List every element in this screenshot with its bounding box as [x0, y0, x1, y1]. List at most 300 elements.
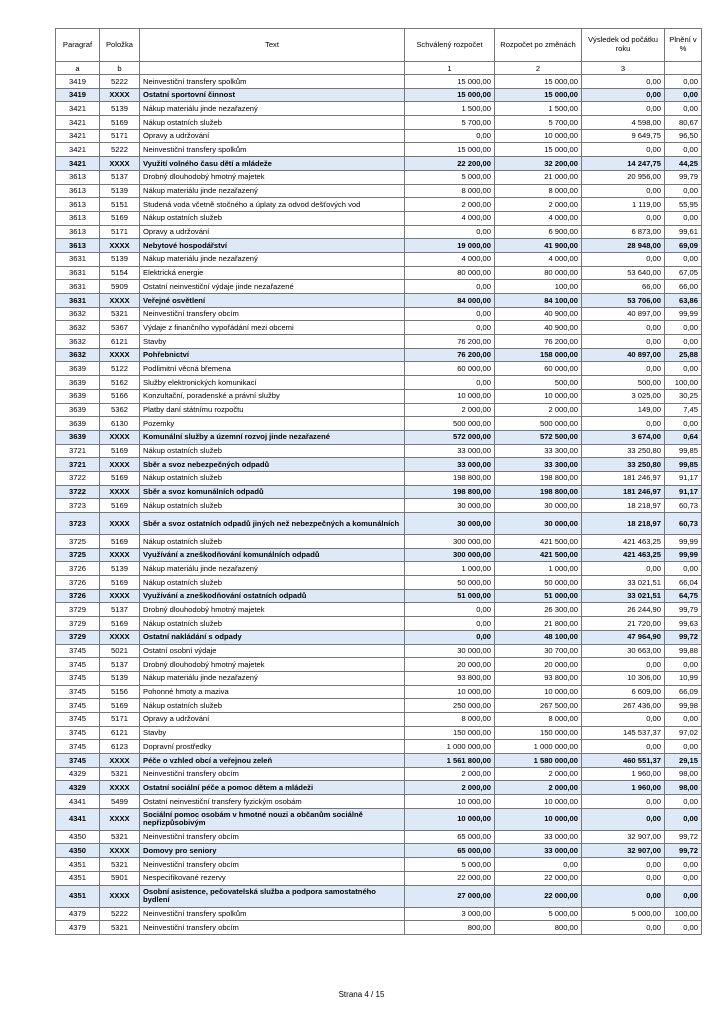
summary-row: [56, 294, 702, 308]
cell-plneni: 66,09: [665, 685, 702, 699]
cell-text: Služby elektronických komunikací: [140, 376, 405, 390]
cell-rozpocet-po-zmenach: 6 900,00: [495, 225, 582, 239]
cell-vysledek: 267 436,00: [582, 699, 665, 713]
cell-polozka: 5321: [100, 921, 140, 935]
cell-schvaleny-rozpocet: 1 561 800,00: [405, 754, 495, 768]
cell-text: Nebytové hospodářství: [140, 239, 405, 253]
cell-rozpocet-po-zmenach: 0,00: [495, 858, 582, 872]
cell-plneni: 7,45: [665, 403, 702, 417]
cell-text: Pohonné hmoty a maziva: [140, 685, 405, 699]
cell-plneni: 0,00: [665, 211, 702, 225]
table-row: [56, 603, 702, 617]
cell-vysledek: 0,00: [582, 712, 665, 726]
cell-plneni: 98,00: [665, 781, 702, 795]
cell-text: Nákup ostatních služeb: [140, 617, 405, 631]
cell-polozka: 5169: [100, 576, 140, 590]
cell-rozpocet-po-zmenach: 4 000,00: [495, 211, 582, 225]
cell-vysledek: 33 021,51: [582, 589, 665, 603]
cell-rozpocet-po-zmenach: 15 000,00: [495, 75, 582, 89]
cell-schvaleny-rozpocet: 0,00: [405, 376, 495, 390]
cell-schvaleny-rozpocet: 65 000,00: [405, 844, 495, 858]
cell-schvaleny-rozpocet: 0,00: [405, 630, 495, 644]
cell-schvaleny-rozpocet: 300 000,00: [405, 535, 495, 549]
cell-plneni: 64,75: [665, 589, 702, 603]
cell-rozpocet-po-zmenach: 33 000,00: [495, 844, 582, 858]
cell-plneni: 99,99: [665, 548, 702, 562]
cell-polozka: 5362: [100, 403, 140, 417]
cell-schvaleny-rozpocet: 8 000,00: [405, 184, 495, 198]
cell-vysledek: 30 663,00: [582, 644, 665, 658]
cell-text: Ostatní sportovní činnost: [140, 88, 405, 102]
table-row: [56, 699, 702, 713]
cell-schvaleny-rozpocet: 198 800,00: [405, 471, 495, 485]
cell-vysledek: 500,00: [582, 376, 665, 390]
cell-schvaleny-rozpocet: 10 000,00: [405, 808, 495, 830]
cell-schvaleny-rozpocet: 5 000,00: [405, 170, 495, 184]
cell-paragraf: 3421: [56, 102, 100, 116]
cell-vysledek: 0,00: [582, 885, 665, 907]
table-row: [56, 535, 702, 549]
table-row: [56, 198, 702, 212]
cell-schvaleny-rozpocet: 15 000,00: [405, 88, 495, 102]
cell-text: Nákup ostatních služeb: [140, 576, 405, 590]
cell-polozka: 5499: [100, 795, 140, 809]
cell-text: Osobní asistence, pečovatelská služba a podpora samostatného bydlení: [140, 885, 405, 907]
table-row: [56, 211, 702, 225]
cell-polozka: 6123: [100, 740, 140, 754]
cell-polozka: 5139: [100, 562, 140, 576]
cell-plneni: 67,05: [665, 266, 702, 280]
cell-paragraf: 3722: [56, 471, 100, 485]
cell-plneni: 0,00: [665, 808, 702, 830]
cell-paragraf: 3745: [56, 699, 100, 713]
cell-text: Nákup ostatních služeb: [140, 211, 405, 225]
cell-plneni: 0,00: [665, 795, 702, 809]
table-row: [56, 444, 702, 458]
cell-polozka: 5321: [100, 858, 140, 872]
cell-rozpocet-po-zmenach: 21 800,00: [495, 617, 582, 631]
table-row: [56, 143, 702, 157]
cell-vysledek: 10 306,00: [582, 671, 665, 685]
cell-vysledek: 18 218,97: [582, 499, 665, 513]
cell-schvaleny-rozpocet: 30 000,00: [405, 499, 495, 513]
cell-paragraf: 3639: [56, 417, 100, 431]
cell-vysledek: 181 246,97: [582, 471, 665, 485]
cell-plneni: 99,79: [665, 603, 702, 617]
cell-text: Sběr a svoz komunálních odpadů: [140, 485, 405, 499]
cell-polozka: XXXX: [100, 808, 140, 830]
cell-rozpocet-po-zmenach: 48 100,00: [495, 630, 582, 644]
cell-schvaleny-rozpocet: 27 000,00: [405, 885, 495, 907]
cell-paragraf: 3632: [56, 348, 100, 362]
cell-text: Nákup ostatních služeb: [140, 535, 405, 549]
cell-vysledek: 460 551,37: [582, 754, 665, 768]
table-body: [56, 75, 702, 935]
cell-polozka: XXXX: [100, 485, 140, 499]
cell-schvaleny-rozpocet: 20 000,00: [405, 658, 495, 672]
cell-vysledek: 0,00: [582, 417, 665, 431]
cell-rozpocet-po-zmenach: 500 000,00: [495, 417, 582, 431]
table-row: [56, 321, 702, 335]
cell-text: Nákup ostatních služeb: [140, 499, 405, 513]
cell-vysledek: 0,00: [582, 858, 665, 872]
cell-plneni: 99,79: [665, 170, 702, 184]
table-row: [56, 184, 702, 198]
cell-plneni: 0,00: [665, 143, 702, 157]
cell-paragraf: 3631: [56, 266, 100, 280]
cell-paragraf: 3726: [56, 576, 100, 590]
cell-vysledek: 32 907,00: [582, 844, 665, 858]
summary-row: [56, 513, 702, 535]
cell-text: Opravy a udržování: [140, 129, 405, 143]
table-row: [56, 726, 702, 740]
cell-vysledek: 6 609,00: [582, 685, 665, 699]
cell-text: Využívání a zneškodňování ostatních odpadů: [140, 589, 405, 603]
cell-plneni: 98,00: [665, 767, 702, 781]
cell-vysledek: 0,00: [582, 321, 665, 335]
cell-rozpocet-po-zmenach: 22 000,00: [495, 871, 582, 885]
cell-polozka: 5169: [100, 116, 140, 130]
cell-vysledek: 0,00: [582, 871, 665, 885]
cell-plneni: 0,00: [665, 885, 702, 907]
cell-paragraf: 3421: [56, 157, 100, 171]
cell-paragraf: 4329: [56, 767, 100, 781]
cell-text: Studená voda včetně stočného a úplaty za odvod dešťových vod: [140, 198, 405, 212]
cell-vysledek: 0,00: [582, 88, 665, 102]
cell-schvaleny-rozpocet: 5 000,00: [405, 858, 495, 872]
table-row: [56, 576, 702, 590]
cell-paragraf: 3639: [56, 430, 100, 444]
cell-text: Stavby: [140, 335, 405, 349]
cell-text: Drobný dlouhodobý hmotný majetek: [140, 170, 405, 184]
cell-polozka: 5169: [100, 535, 140, 549]
cell-text: Veřejné osvětlení: [140, 294, 405, 308]
cell-rozpocet-po-zmenach: 10 000,00: [495, 795, 582, 809]
cell-paragraf: 3722: [56, 485, 100, 499]
cell-paragraf: 3639: [56, 389, 100, 403]
cell-schvaleny-rozpocet: 22 200,00: [405, 157, 495, 171]
cell-plneni: 0,00: [665, 184, 702, 198]
cell-schvaleny-rozpocet: 0,00: [405, 129, 495, 143]
cell-schvaleny-rozpocet: 2 000,00: [405, 767, 495, 781]
cell-text: Komunální služby a územní rozvoj jinde nezařazené: [140, 430, 405, 444]
cell-plneni: 96,50: [665, 129, 702, 143]
cell-text: Neinvestiční transfery obcím: [140, 830, 405, 844]
cell-text: Neinvestiční transfery obcím: [140, 921, 405, 935]
cell-paragraf: 3421: [56, 116, 100, 130]
cell-paragraf: 3726: [56, 562, 100, 576]
table-row: [56, 471, 702, 485]
cell-text: Neinvestiční transfery spolkům: [140, 143, 405, 157]
cell-polozka: 5901: [100, 871, 140, 885]
cell-plneni: 60,73: [665, 513, 702, 535]
summary-row: [56, 458, 702, 472]
cell-rozpocet-po-zmenach: 33 300,00: [495, 458, 582, 472]
cell-schvaleny-rozpocet: 10 000,00: [405, 795, 495, 809]
cell-rozpocet-po-zmenach: 50 000,00: [495, 576, 582, 590]
cell-rozpocet-po-zmenach: 1 580 000,00: [495, 754, 582, 768]
cell-vysledek: 6 873,00: [582, 225, 665, 239]
header-paragraf: Paragraf: [56, 29, 100, 62]
cell-plneni: 97,02: [665, 726, 702, 740]
table-row: [56, 830, 702, 844]
cell-paragraf: 3745: [56, 754, 100, 768]
cell-text: Nákup ostatních služeb: [140, 444, 405, 458]
cell-text: Nákup ostatních služeb: [140, 699, 405, 713]
table-row: [56, 921, 702, 935]
cell-vysledek: 20 956,00: [582, 170, 665, 184]
cell-rozpocet-po-zmenach: 150 000,00: [495, 726, 582, 740]
cell-rozpocet-po-zmenach: 84 100,00: [495, 294, 582, 308]
cell-vysledek: 40 897,00: [582, 307, 665, 321]
cell-plneni: 0,00: [665, 658, 702, 672]
cell-plneni: 29,15: [665, 754, 702, 768]
column-index: 3: [582, 62, 665, 75]
cell-plneni: 0,00: [665, 562, 702, 576]
cell-paragraf: 3613: [56, 198, 100, 212]
column-index: 1: [405, 62, 495, 75]
header-polozka: Položka: [100, 29, 140, 62]
column-index: [140, 62, 405, 75]
cell-polozka: XXXX: [100, 513, 140, 535]
cell-schvaleny-rozpocet: 0,00: [405, 307, 495, 321]
cell-plneni: 55,95: [665, 198, 702, 212]
cell-polozka: XXXX: [100, 885, 140, 907]
cell-rozpocet-po-zmenach: 5 000,00: [495, 907, 582, 921]
cell-polozka: 5139: [100, 102, 140, 116]
cell-schvaleny-rozpocet: 51 000,00: [405, 589, 495, 603]
cell-paragraf: 4350: [56, 844, 100, 858]
cell-rozpocet-po-zmenach: 60 000,00: [495, 362, 582, 376]
cell-rozpocet-po-zmenach: 421 500,00: [495, 535, 582, 549]
cell-schvaleny-rozpocet: 0,00: [405, 280, 495, 294]
cell-text: Platby daní státnímu rozpočtu: [140, 403, 405, 417]
cell-schvaleny-rozpocet: 30 000,00: [405, 513, 495, 535]
cell-text: Výdaje z finančního vypořádání mezi obcemi: [140, 321, 405, 335]
cell-vysledek: 0,00: [582, 740, 665, 754]
cell-text: Pohřebnictví: [140, 348, 405, 362]
cell-text: Využívání a zneškodňování komunálních odpadů: [140, 548, 405, 562]
table-row: [56, 307, 702, 321]
table-row: [56, 795, 702, 809]
cell-rozpocet-po-zmenach: 100,00: [495, 280, 582, 294]
cell-paragraf: 3729: [56, 630, 100, 644]
cell-text: Ostatní nakládání s odpady: [140, 630, 405, 644]
cell-schvaleny-rozpocet: 1 000 000,00: [405, 740, 495, 754]
table-row: [56, 266, 702, 280]
cell-schvaleny-rozpocet: 4 000,00: [405, 211, 495, 225]
column-index: a: [56, 62, 100, 75]
cell-plneni: 0,00: [665, 88, 702, 102]
cell-rozpocet-po-zmenach: 15 000,00: [495, 88, 582, 102]
cell-text: Elektrická energie: [140, 266, 405, 280]
cell-vysledek: 33 250,80: [582, 444, 665, 458]
cell-vysledek: 33 250,80: [582, 458, 665, 472]
cell-rozpocet-po-zmenach: 26 300,00: [495, 603, 582, 617]
cell-text: Stavby: [140, 726, 405, 740]
cell-paragraf: 3639: [56, 362, 100, 376]
table-row: [56, 617, 702, 631]
cell-vysledek: 421 463,25: [582, 548, 665, 562]
cell-vysledek: 0,00: [582, 921, 665, 935]
cell-polozka: 5169: [100, 444, 140, 458]
cell-paragraf: 3613: [56, 239, 100, 253]
cell-schvaleny-rozpocet: 3 000,00: [405, 907, 495, 921]
table-row: [56, 403, 702, 417]
cell-text: Neinvestiční transfery spolkům: [140, 907, 405, 921]
cell-paragraf: 4350: [56, 830, 100, 844]
cell-polozka: XXXX: [100, 548, 140, 562]
cell-polozka: XXXX: [100, 458, 140, 472]
cell-polozka: XXXX: [100, 348, 140, 362]
summary-row: [56, 844, 702, 858]
budget-table: [55, 28, 702, 935]
cell-schvaleny-rozpocet: 0,00: [405, 603, 495, 617]
cell-paragraf: 3725: [56, 548, 100, 562]
summary-row: [56, 754, 702, 768]
table-row: [56, 671, 702, 685]
cell-schvaleny-rozpocet: 198 800,00: [405, 485, 495, 499]
cell-vysledek: 33 021,51: [582, 576, 665, 590]
cell-rozpocet-po-zmenach: 2 000,00: [495, 198, 582, 212]
summary-row: [56, 548, 702, 562]
cell-vysledek: 1 119,00: [582, 198, 665, 212]
cell-schvaleny-rozpocet: 250 000,00: [405, 699, 495, 713]
cell-plneni: 99,72: [665, 844, 702, 858]
cell-rozpocet-po-zmenach: 10 000,00: [495, 129, 582, 143]
cell-polozka: 5321: [100, 307, 140, 321]
cell-vysledek: 0,00: [582, 795, 665, 809]
cell-paragraf: 3632: [56, 321, 100, 335]
cell-polozka: 5169: [100, 499, 140, 513]
cell-paragraf: 4351: [56, 858, 100, 872]
cell-rozpocet-po-zmenach: 20 000,00: [495, 658, 582, 672]
cell-polozka: 5021: [100, 644, 140, 658]
cell-paragraf: 4351: [56, 885, 100, 907]
cell-rozpocet-po-zmenach: 800,00: [495, 921, 582, 935]
cell-schvaleny-rozpocet: 10 000,00: [405, 685, 495, 699]
cell-schvaleny-rozpocet: 4 000,00: [405, 252, 495, 266]
cell-schvaleny-rozpocet: 76 200,00: [405, 335, 495, 349]
cell-plneni: 0,00: [665, 75, 702, 89]
cell-schvaleny-rozpocet: 2 000,00: [405, 198, 495, 212]
cell-text: Ostatní osobní výdaje: [140, 644, 405, 658]
cell-text: Sociální pomoc osobám v hmotné nouzi a občanům sociálně nepřizpůsobivým: [140, 808, 405, 830]
cell-text: Domovy pro seniory: [140, 844, 405, 858]
cell-vysledek: 26 244,90: [582, 603, 665, 617]
cell-schvaleny-rozpocet: 2 000,00: [405, 781, 495, 795]
summary-row: [56, 430, 702, 444]
cell-plneni: 91,17: [665, 485, 702, 499]
cell-polozka: 5122: [100, 362, 140, 376]
table-row: [56, 644, 702, 658]
cell-polozka: 5321: [100, 830, 140, 844]
cell-vysledek: 53 640,00: [582, 266, 665, 280]
cell-polozka: XXXX: [100, 88, 140, 102]
cell-polozka: 5222: [100, 143, 140, 157]
cell-schvaleny-rozpocet: 22 000,00: [405, 871, 495, 885]
header-vysledek: Výsledek od počátku roku: [582, 29, 665, 62]
cell-plneni: 10,99: [665, 671, 702, 685]
cell-schvaleny-rozpocet: 50 000,00: [405, 576, 495, 590]
cell-schvaleny-rozpocet: 80 000,00: [405, 266, 495, 280]
cell-paragraf: 4379: [56, 907, 100, 921]
cell-vysledek: 5 000,00: [582, 907, 665, 921]
cell-rozpocet-po-zmenach: 500,00: [495, 376, 582, 390]
cell-plneni: 99,88: [665, 644, 702, 658]
table-row: [56, 335, 702, 349]
cell-plneni: 0,00: [665, 921, 702, 935]
cell-vysledek: 3 674,00: [582, 430, 665, 444]
cell-polozka: 6121: [100, 335, 140, 349]
cell-vysledek: 0,00: [582, 562, 665, 576]
table-row: [56, 252, 702, 266]
summary-row: [56, 885, 702, 907]
cell-vysledek: 18 218,97: [582, 513, 665, 535]
table-row: [56, 129, 702, 143]
cell-rozpocet-po-zmenach: 2 000,00: [495, 767, 582, 781]
cell-vysledek: 4 598,00: [582, 116, 665, 130]
cell-schvaleny-rozpocet: 1 500,00: [405, 102, 495, 116]
cell-text: Neinvestiční transfery spolkům: [140, 75, 405, 89]
cell-vysledek: 0,00: [582, 808, 665, 830]
cell-rozpocet-po-zmenach: 2 000,00: [495, 781, 582, 795]
cell-polozka: XXXX: [100, 430, 140, 444]
cell-schvaleny-rozpocet: 572 000,00: [405, 430, 495, 444]
cell-paragraf: 3725: [56, 535, 100, 549]
summary-row: [56, 88, 702, 102]
cell-polozka: XXXX: [100, 239, 140, 253]
cell-plneni: 25,88: [665, 348, 702, 362]
cell-polozka: 5137: [100, 603, 140, 617]
cell-vysledek: 0,00: [582, 211, 665, 225]
cell-text: Nákup ostatních služeb: [140, 471, 405, 485]
cell-polozka: 5139: [100, 252, 140, 266]
cell-paragraf: 3631: [56, 294, 100, 308]
cell-rozpocet-po-zmenach: 8 000,00: [495, 712, 582, 726]
cell-rozpocet-po-zmenach: 1 000,00: [495, 562, 582, 576]
cell-vysledek: 0,00: [582, 252, 665, 266]
cell-rozpocet-po-zmenach: 30 700,00: [495, 644, 582, 658]
cell-rozpocet-po-zmenach: 1 500,00: [495, 102, 582, 116]
cell-paragraf: 4351: [56, 871, 100, 885]
cell-schvaleny-rozpocet: 8 000,00: [405, 712, 495, 726]
table-row: [56, 280, 702, 294]
page-footer: Strana 4 / 15: [338, 990, 385, 999]
cell-rozpocet-po-zmenach: 80 000,00: [495, 266, 582, 280]
cell-text: Neinvestiční transfery obcím: [140, 858, 405, 872]
cell-vysledek: 145 537,37: [582, 726, 665, 740]
cell-polozka: XXXX: [100, 630, 140, 644]
cell-text: Nákup materiálu jinde nezařazený: [140, 102, 405, 116]
cell-polozka: 5169: [100, 699, 140, 713]
cell-rozpocet-po-zmenach: 158 000,00: [495, 348, 582, 362]
cell-plneni: 63,86: [665, 294, 702, 308]
table-row: [56, 389, 702, 403]
table-row: [56, 376, 702, 390]
header-text: Text: [140, 29, 405, 62]
cell-polozka: XXXX: [100, 589, 140, 603]
summary-row: [56, 781, 702, 795]
cell-plneni: 0,00: [665, 102, 702, 116]
cell-plneni: 99,98: [665, 699, 702, 713]
cell-schvaleny-rozpocet: 33 000,00: [405, 444, 495, 458]
cell-paragraf: 3723: [56, 513, 100, 535]
cell-schvaleny-rozpocet: 500 000,00: [405, 417, 495, 431]
cell-vysledek: 66,00: [582, 280, 665, 294]
cell-schvaleny-rozpocet: 5 700,00: [405, 116, 495, 130]
cell-vysledek: 1 960,00: [582, 781, 665, 795]
